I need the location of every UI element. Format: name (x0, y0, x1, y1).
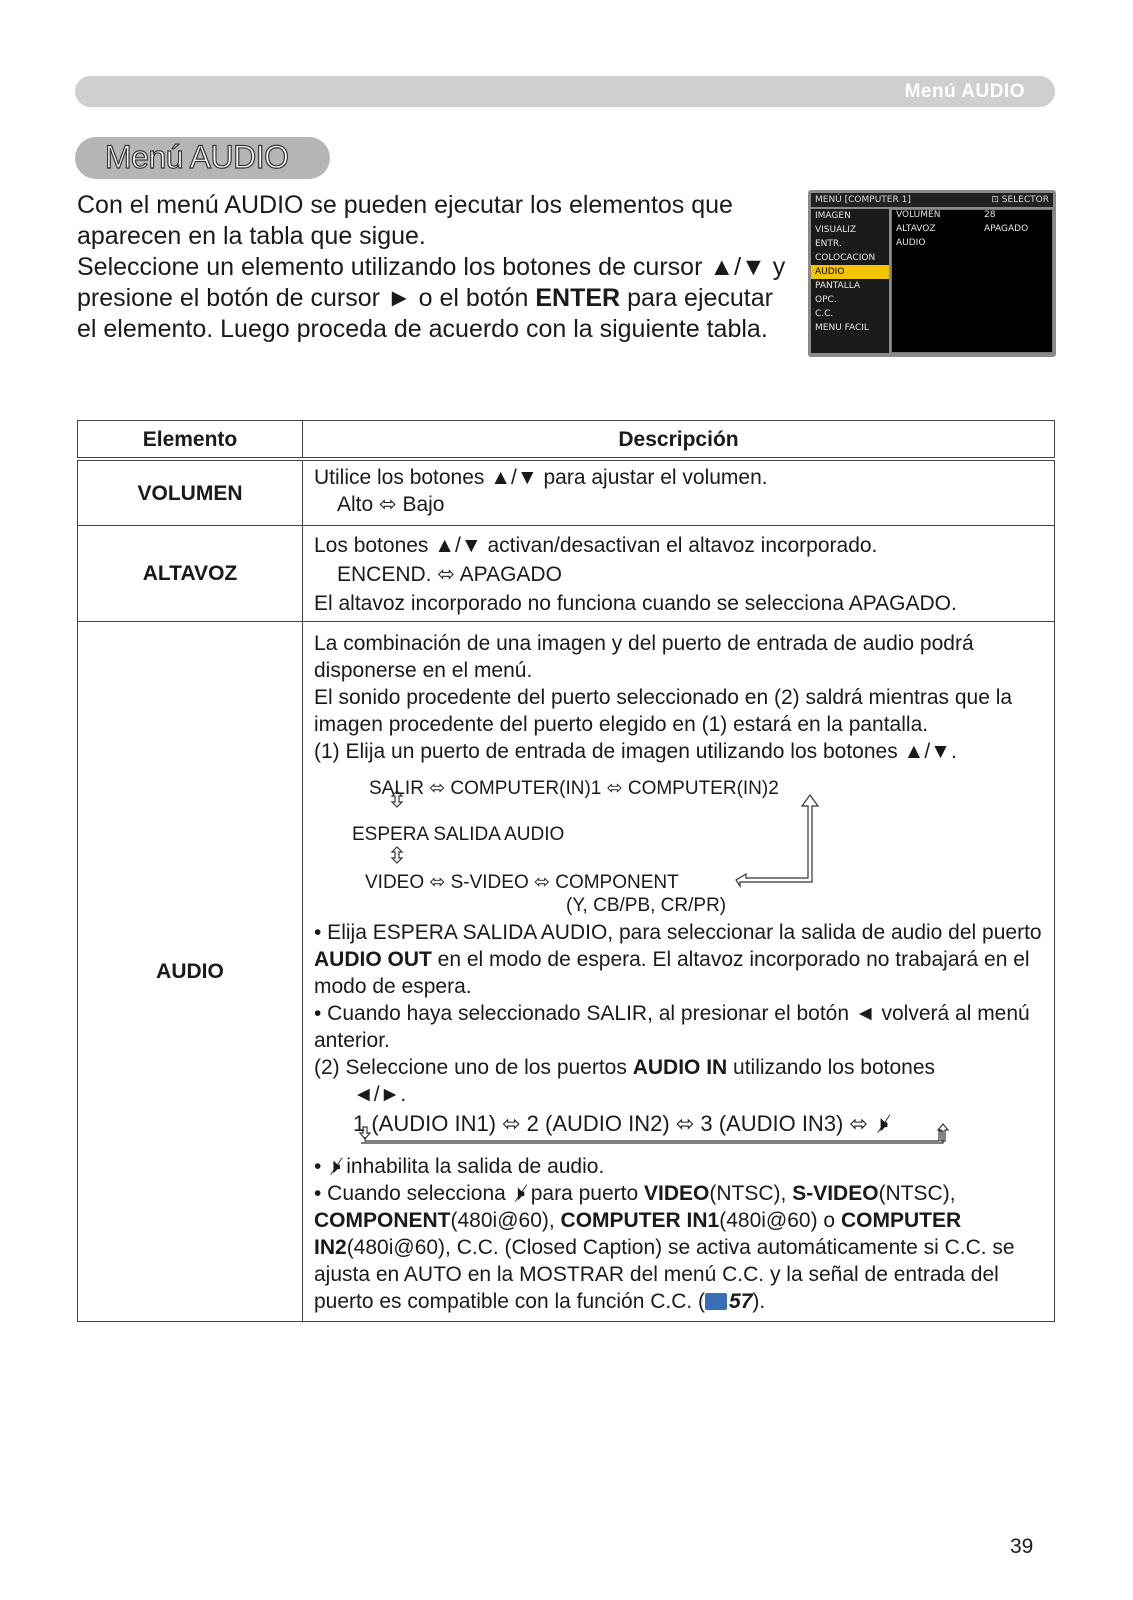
cycle-return-arrow (314, 1108, 1014, 1148)
screen-menu-item: MENU FACIL (815, 323, 869, 333)
diagram-espera: ESPERA SALIDA AUDIO (352, 824, 565, 845)
col-header-element: Elemento (78, 421, 303, 460)
table-row-audio (78, 622, 1055, 1322)
element-altavoz: ALTAVOZ (78, 526, 303, 622)
header-bar (75, 76, 1055, 107)
audio-in-cycle (314, 1108, 1044, 1148)
intro-para-1: Con el menú AUDIO se pueden ejecutar los elementos que aparecen en la tabla que sigue. (77, 191, 733, 250)
audio-menu-table (77, 420, 1055, 1322)
intro-para-2: Seleccione un elemento utilizando los botones de cursor ▲/▼ y presione el botón de cursor ► o el botón ENTER para ejecutar el elemento. Luego proceda de acuerdo con la siguiente tabla. (77, 253, 786, 343)
bullet-closed-caption: • Cuando selecciona 🕨̸ para puerto VIDEO(NTSC), S-VIDEO(NTSC), COMPONENT(480i@60), COMPUTER IN1(480i@60) o COMPUTER IN2(480i@60), C.C. (Closed Caption) se activa automáticamente si C.C. se ajusta en AUTO en la MOSTRAR del menú C.C. y la señal de entrada del puerto es compatible con la función C.C. ( 57). (314, 1182, 1015, 1313)
screen-menu-item: ENTR. (815, 239, 842, 249)
mute-icon: 🕨̸ (327, 1155, 341, 1178)
step-2: (2) Seleccione uno de los puertos AUDIO IN utilizando los botones (314, 1056, 936, 1079)
description-volumen: Utilice los botones ▲/▼ para ajustar el volumen. Alto ⬄ Bajo (303, 459, 1055, 526)
description-audio: La combinación de una imagen y del puerto de entrada de audio podrá disponerse en el menú. El sonido procedente del puerto seleccionado en (2) saldrá mientras que la imagen procedente del puerto elegido en (1) estará en la pantalla. (1) Elija un puerto de entrada de imagen utilizando los botones ▲/▼. SALIR ⬄ COMPUTER(IN)1 ⬄ COMPUTER(IN)2 ESPERA SALIDA AUDIO VIDEO ⬄ S-VIDEO ⬄ COMPONENT (Y, CB/PB, CR/PR) • Elija ESPERA SALIDA AUDIO, para seleccionar la salida de audio del puerto AUDIO OUT en el modo de espera. El altavoz incorporado no trabajará en el modo de espera. • Cuando haya seleccionado SALIR, al presionar el botón ◄ volverá al menú anterior. (2) Seleccione uno de los puertos AUDIO IN utilizando los botones ◄/►. 1 (AUDIO IN1) ⬄ 2 (AUDIO IN2) ⬄ 3 (AUDIO IN3) ⬄ 🕨̸ • 🕨̸ inhabilita la salida de audio. • Cuando selecciona 🕨̸ para puerto VIDEO(NTSC), S-VIDEO(NTSC), COMPONENT(480i@60), COMPUTER IN1(480i@60) o COMPUTER IN2(480i@60), C.C. (Closed Caption) se activa automáticamente si C.C. se ajusta en AUTO en la MOSTRAR del menú C.C. y la señal de entrada del puerto es compatible con la función C.C. ( 57). (303, 622, 1055, 1322)
screen-menu-item: VISUALIZ (815, 225, 857, 235)
screen-menu-item: PANTALLA (815, 281, 861, 291)
screen-row: VOLUMEN 28 (896, 210, 996, 220)
screen-detail-panel (891, 209, 1053, 353)
bullet-salir: • Cuando haya seleccionado SALIR, al presionar el botón ◄ volverá al menú anterior. (314, 1002, 1030, 1052)
screen-menu-item-selected: AUDIO (811, 265, 889, 279)
diagram-line-3: VIDEO ⬄ S-VIDEO ⬄ COMPONENT (365, 872, 679, 893)
col-header-description: Descripción (303, 421, 1055, 460)
screen-menu-item: C.C. (815, 309, 834, 319)
mute-icon: 🕨̸ (511, 1182, 525, 1205)
table-header-row (78, 421, 1055, 460)
screen-menu-item: OPC. (815, 295, 837, 305)
screen-menu-list (811, 209, 889, 353)
screen-menu-item: COLOCACION (815, 253, 876, 263)
screen-header: MENÚ [COMPUTER 1] ⊡ SELECTOR (811, 193, 1053, 207)
diagram-line-1: SALIR ⬄ COMPUTER(IN)1 ⬄ COMPUTER(IN)2 (369, 778, 779, 799)
return-arrow-icon (736, 795, 818, 886)
screen-row: ALTAVOZ APAGADO (896, 224, 1029, 234)
book-icon (705, 1293, 727, 1310)
input-cycle-diagram (314, 765, 1044, 916)
element-audio: AUDIO (78, 622, 303, 1322)
bullet-espera: • Elija ESPERA SALIDA AUDIO, para seleccionar la salida de audio del puerto AUDIO OUT en el modo de espera. El altavoz incorporado no trabajará en el modo de espera. (314, 921, 1042, 998)
header-section-label: Menú AUDIO (904, 81, 1025, 102)
up-down-arrow-icon (392, 847, 402, 863)
step-2-buttons: ◄/►. (353, 1083, 407, 1106)
element-volumen: VOLUMEN (78, 459, 303, 526)
page-title: Menú AUDIO (105, 139, 289, 175)
audio-cycle-text: 1 (AUDIO IN1) ⬄ 2 (AUDIO IN2) ⬄ 3 (AUDIO IN3) ⬄ (353, 1111, 868, 1136)
screen-menu-item: IMAGEN (815, 211, 851, 221)
title-pill (75, 137, 330, 179)
bullet-mute: • 🕨̸ inhabilita la salida de audio. (314, 1155, 605, 1178)
page-reference[interactable]: 57 (729, 1290, 753, 1313)
table-row-altavoz (78, 526, 1055, 622)
mute-icon: 🕨̸ (874, 1111, 888, 1136)
menu-screenshot (808, 190, 1056, 357)
enter-label: ENTER (535, 284, 621, 312)
screen-row: AUDIO (896, 238, 926, 248)
diagram-ycbcr: (Y, CB/PB, CR/PR) (566, 895, 727, 916)
page-number: 39 (1010, 1535, 1034, 1558)
selector-icon: ⊡ SELECTOR (991, 195, 1049, 205)
description-altavoz: Los botones ▲/▼ activan/desactivan el altavoz incorporado. ENCEND. ⬄ APAGADO El altavoz incorporado no funciona cuando se selecciona APAGADO. (303, 526, 1055, 622)
table-row-volumen (78, 459, 1055, 526)
intro-text (77, 190, 787, 345)
